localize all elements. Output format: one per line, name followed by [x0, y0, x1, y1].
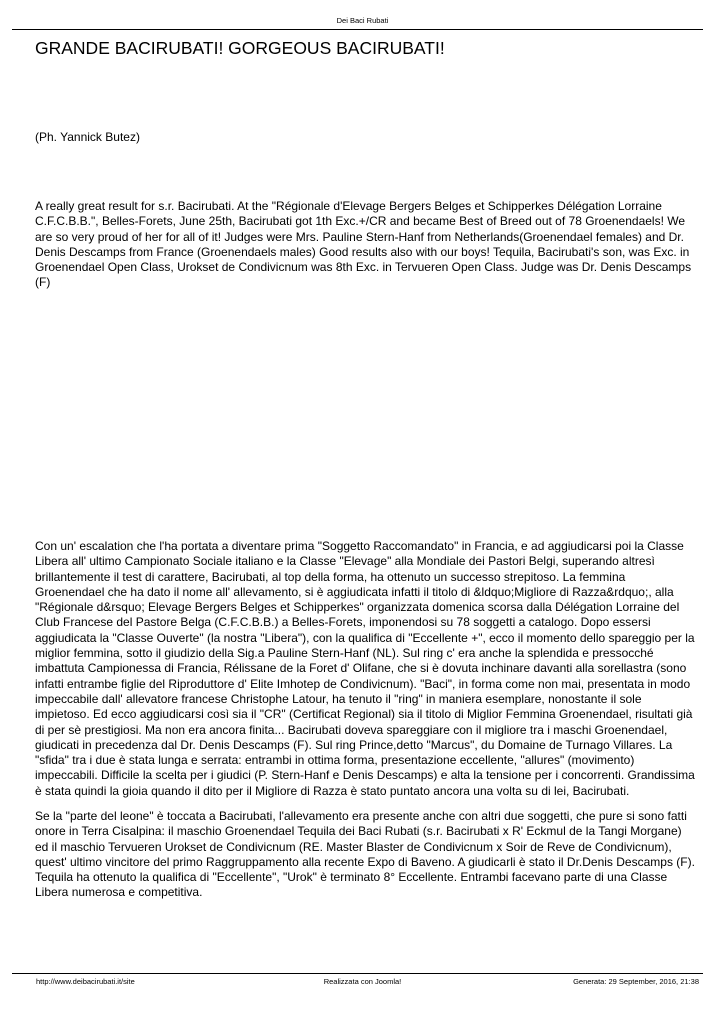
footer-divider [12, 973, 703, 974]
article-paragraph-italian-2: Se la "parte del leone" è toccata a Bacirubati, l'allevamento era presente anche con altri due soggetti, che pure si sono fatti onore in Terra Cisalpina: il maschio Groenendael Tequila dei Baci Rubati (s.r. Bacirubati x R' Eckmul de la Tangi Morgane) ed il maschio Tervueren Urokset de Condivicnum (RE. Master Blaster de Condivicnum x Soir de Reve de Condivicnum), quest' ultimo vincitore del primo Raggruppamento alla recente Expo di Baveno. A giudicarli è stato il Dr.Denis Descamps (F). Tequila ha ottenuto la qualifica di "Eccellente", "Urok" è terminato 8° Eccellente. Entrambi facevano parte di una Classe Libera numerosa e competitiva. [35, 809, 695, 900]
footer-powered-by: Realizzata con Joomla! [323, 977, 402, 986]
footer-generated-date: Generata: 29 September, 2016, 21:38 [573, 977, 699, 986]
header-divider [12, 29, 703, 30]
footer-site-url[interactable]: http://www.deibacirubati.it/site [36, 977, 135, 986]
site-title: Dei Baci Rubati [336, 16, 389, 25]
article-title: GRANDE BACIRUBATI! GORGEOUS BACIRUBATI! [35, 38, 445, 58]
article-paragraph-english: A really great result for s.r. Bacirubati. At the "Régionale d'Elevage Bergers Belges et Schipperkes Délégation Lorraine C.F.C.B.B.", Belles-Forets, June 25th, Bacirubati got 1th Exc.+/CR and became Best of Breed out of 78 Groenendaels! We are so very proud of her for all of it! Judges were Mrs. Pauline Stern-Hanf from Netherlands(Groenendael females) and Dr. Denis Descamps from France (Groenendaels males) Good results also with our boys! Tequila, Bacirubati's son, was Exc. in Groenendael Open Class, Urokset de Condivicnum was 8th Exc. in Tervueren Open Class. Judge was Dr. Denis Descamps (F) [35, 199, 692, 290]
photo-credit: (Ph. Yannick Butez) [35, 130, 140, 144]
article-paragraph-italian-1: Con un' escalation che l'ha portata a diventare prima "Soggetto Raccomandato" in Francia, e ad aggiudicarsi poi la Classe Libera all' ultimo Campionato Sociale italiano e la Classe "Elevage" alla Mondiale dei Pastori Belgi, superando altresì brillantemente il test di carattere, Bacirubati, al top della forma, ha ottenuto un successo strepitoso. La femmina Groenendael che ha dato il nome all' allevamento, si è aggiudicata infatti il titolo di &ldquo;Migliore di Razza&rdquo;, alla "Régionale d&rsquo; Elevage Bergers Belges et Schipperkes" organizzata domenica scorsa dalla Délégation Lorraine del Club Francese del Pastore Belga (C.F.C.B.B.) a Belles-Forets, imponendosi su 78 soggetti a catalogo. Dopo essersi aggiudicata la "Classe Ouverte" (la nostra "Libera"), con la qualifica di "Eccellente +", ecco il momento dello spareggio per la miglior femmina, sotto il giudizio della Sig.a Pauline Stern-Hanf (NL). Sul ring c' era anche la splendida e pressocché imbattuta Campionessa di Francia, Rélissane de la Foret d' Olifane, che si è dovuta inchinare davanti alla sorellastra (sono infatti entrambe figlie del Riproduttore d' Elite Imhotep de Condivicnum). "Baci", in forma come non mai, presentata in modo impeccabile dall' allevatore francese Christophe Latour, ha tenuto il "ring" in maniera esemplare, nonostante il sole impietoso. Ed ecco aggiudicarsi così sia il "CR" (Certificat Regional) sia il titolo di Miglior Femmina Groenendael, risultati già di per sè prestigiosi. Ma non era ancora finita... Bacirubati doveva spareggiare con il migliore tra i maschi Groenendael, giudicati in precedenza dal Dr. Denis Descamps (F). Sul ring Prince,detto "Marcus", du Domaine de Turnago Villares. La "sfida" tra i due è stata lunga e serrata: entrambi in ottima forma, presentazione eccellente, "allures" (movimento) impeccabili. Difficile la scelta per i giudici (P. Stern-Hanf e Denis Descamps) e alta la tensione per i concorrenti. Grandissima è stata quindi la gioia quando il dito per il Migliore di Razza è stato puntato ancora una volta su di lei, Bacirubati. [35, 539, 695, 798]
